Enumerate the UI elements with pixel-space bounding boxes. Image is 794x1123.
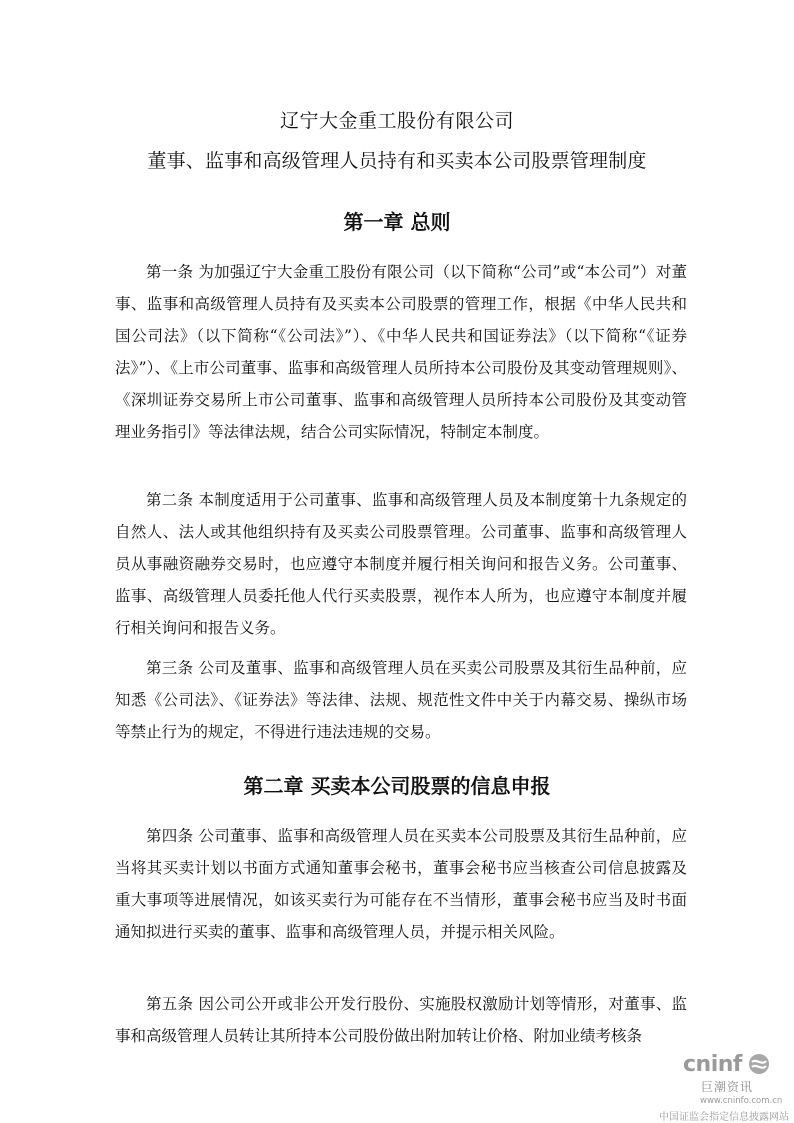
article-2: 第二条 本制度适用于公司董事、监事和高级管理人员及本制度第十九条规定的自然人、法人或其他组织持有及买卖公司股票管理。公司董事、监事和高级管理人员从事融资融券交易时，也应遵守本制度并履行相关询问和报告义务。公司董事、监事、高级管理人员委托他人代行买卖股票，视作本人所为，也应遵守本制度并履行相关询问和报告义务。 <box>115 491 687 637</box>
chapter-heading-2: 第二章 买卖本公司股票的信息申报 <box>243 774 551 798</box>
article-5: 第五条 因公司公开或非公开发行股份、实施股权激励计划等情形，对董事、监事和高级管理人员转让其所持本公司股份做出附加转让价格、附加业绩考核条 <box>115 995 687 1045</box>
watermark-url: www.cninfo.com.cn <box>700 1096 783 1106</box>
watermark-brand: cninf <box>683 1052 742 1077</box>
article-1: 第一条 为加强辽宁大金重工股份有限公司（以下简称“公司”或“本公司”）对董事、监事和高级管理人员持有及买卖本公司股票的管理工作，根据《中华人民共和国公司法》（以下简称“《公司法》”）、《中华人民共和国证券法》（以下简称“《证券法》”）、《上市公司董事、监事和高级管理人员所持本公司股份及其变动管理规则》、《深圳证券交易所上市公司董事、监事和高级管理人员所持本公司股份及其变动管理业务指引》等法律法规，结合公司实际情况，特制定本制度。 <box>115 263 687 441</box>
watermark-site-name: 中国证监会指定信息披露网站 <box>659 1112 789 1123</box>
chapter-heading-1: 第一章 总则 <box>343 210 451 234</box>
article-3: 第三条 公司及董事、监事和高级管理人员在买卖公司股票及其衍生品种前，应知悉《公司法》、《证券法》等法律、法规、规范性文件中关于内幕交易、操纵市场等禁止行为的规定，不得进行违法违规的交易。 <box>115 659 687 741</box>
cninfo-watermark <box>655 1052 794 1123</box>
document-title: 董事、监事和高级管理人员持有和买卖本公司股票管理制度 <box>147 150 647 172</box>
company-title: 辽宁大金重工股份有限公司 <box>279 110 514 132</box>
cninfo-logo-icon <box>748 1053 770 1075</box>
watermark-brand-cn: 巨潮资讯 <box>701 1080 754 1094</box>
article-4: 第四条 公司董事、监事和高级管理人员在买卖本公司股票及其衍生品种前，应当将其买卖计划以书面方式通知董事会秘书，董事会秘书应当核查公司信息披露及重大事项等进展情况，如该买卖行为可能存在不当情形，董事会秘书应当及时书面通知拟进行买卖的董事、监事和高级管理人员，并提示相关风险。 <box>115 827 687 941</box>
